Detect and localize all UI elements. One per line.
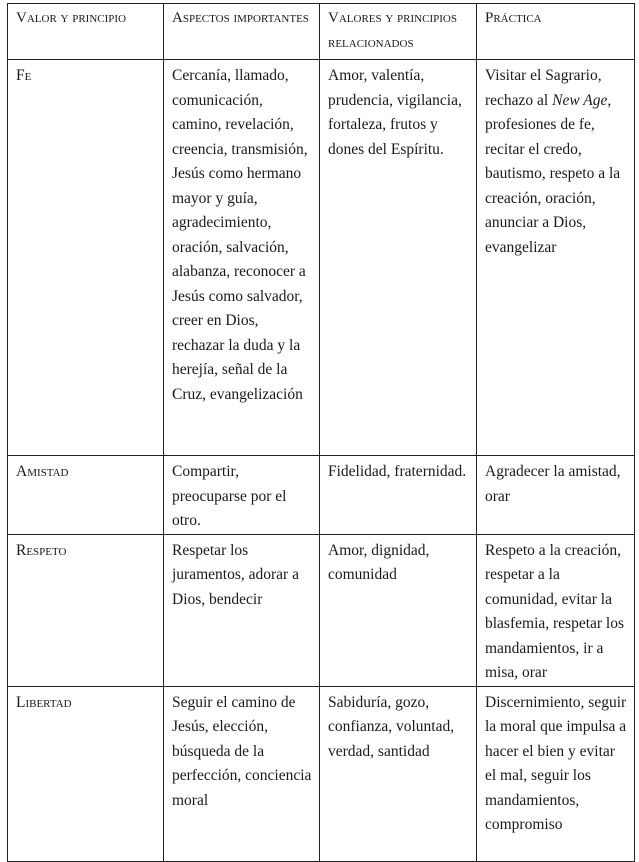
values-table [7, 3, 635, 862]
row-relacionados: Sabiduría, gozo, confianza, voluntad, verdad, santidad [320, 686, 477, 861]
row-practica [477, 60, 635, 456]
table-row [8, 686, 635, 861]
table-row [8, 456, 635, 535]
table-row [8, 534, 635, 686]
practica-text-b: , profesiones de fe, recitar el credo, bautismo, respeto a la creación, oración, anunciar a Dios, evangelizar [485, 91, 621, 256]
practica-text-a: Visitar el Sagrario, rechazo al [485, 67, 602, 109]
row-practica: Discernimiento, seguir la moral que impulsa a hacer el bien y evitar el mal, seguir los mandamientos, compromiso [477, 686, 635, 861]
row-aspectos: Respetar los juramentos, adorar a Dios, bendecir [164, 534, 320, 686]
row-valor: Libertad [8, 686, 164, 861]
row-relacionados: Amor, dignidad, comunidad [320, 534, 477, 686]
row-valor: Fe [8, 60, 164, 456]
row-aspectos: Compartir, preocuparse por el otro. [164, 456, 320, 535]
row-practica: Respeto a la creación, respetar a la comunidad, evitar la blasfemia, respetar los mandamientos, ir a misa, orar [477, 534, 635, 686]
header-row [8, 4, 635, 60]
header-relacionados: Valores y principios relacionados [320, 4, 477, 60]
header-aspectos: Aspectos importantes [164, 4, 320, 60]
row-relacionados: Amor, valentía, prudencia, vigilancia, fortaleza, frutos y dones del Espíritu. [320, 60, 477, 456]
table-row [8, 60, 635, 456]
row-practica: Agradecer la amistad, orar [477, 456, 635, 535]
row-aspectos: Cercanía, llamado, comunicación, camino, revelación, creencia, transmisión, Jesús como hermano mayor y guía, agradecimiento, oración, salvación, alabanza, reconocer a Jesús como salvador, creer en Dios, rechazar la duda y la herejía, señal de la Cruz, evangelización [164, 60, 320, 456]
practica-italic: New Age [552, 91, 608, 109]
header-practica: Práctica [477, 4, 635, 60]
row-aspectos: Seguir el camino de Jesús, elección, búsqueda de la perfección, conciencia moral [164, 686, 320, 861]
row-valor: Respeto [8, 534, 164, 686]
header-valor: Valor y principio [8, 4, 164, 60]
row-valor: Amistad [8, 456, 164, 535]
row-relacionados: Fidelidad, fraternidad. [320, 456, 477, 535]
